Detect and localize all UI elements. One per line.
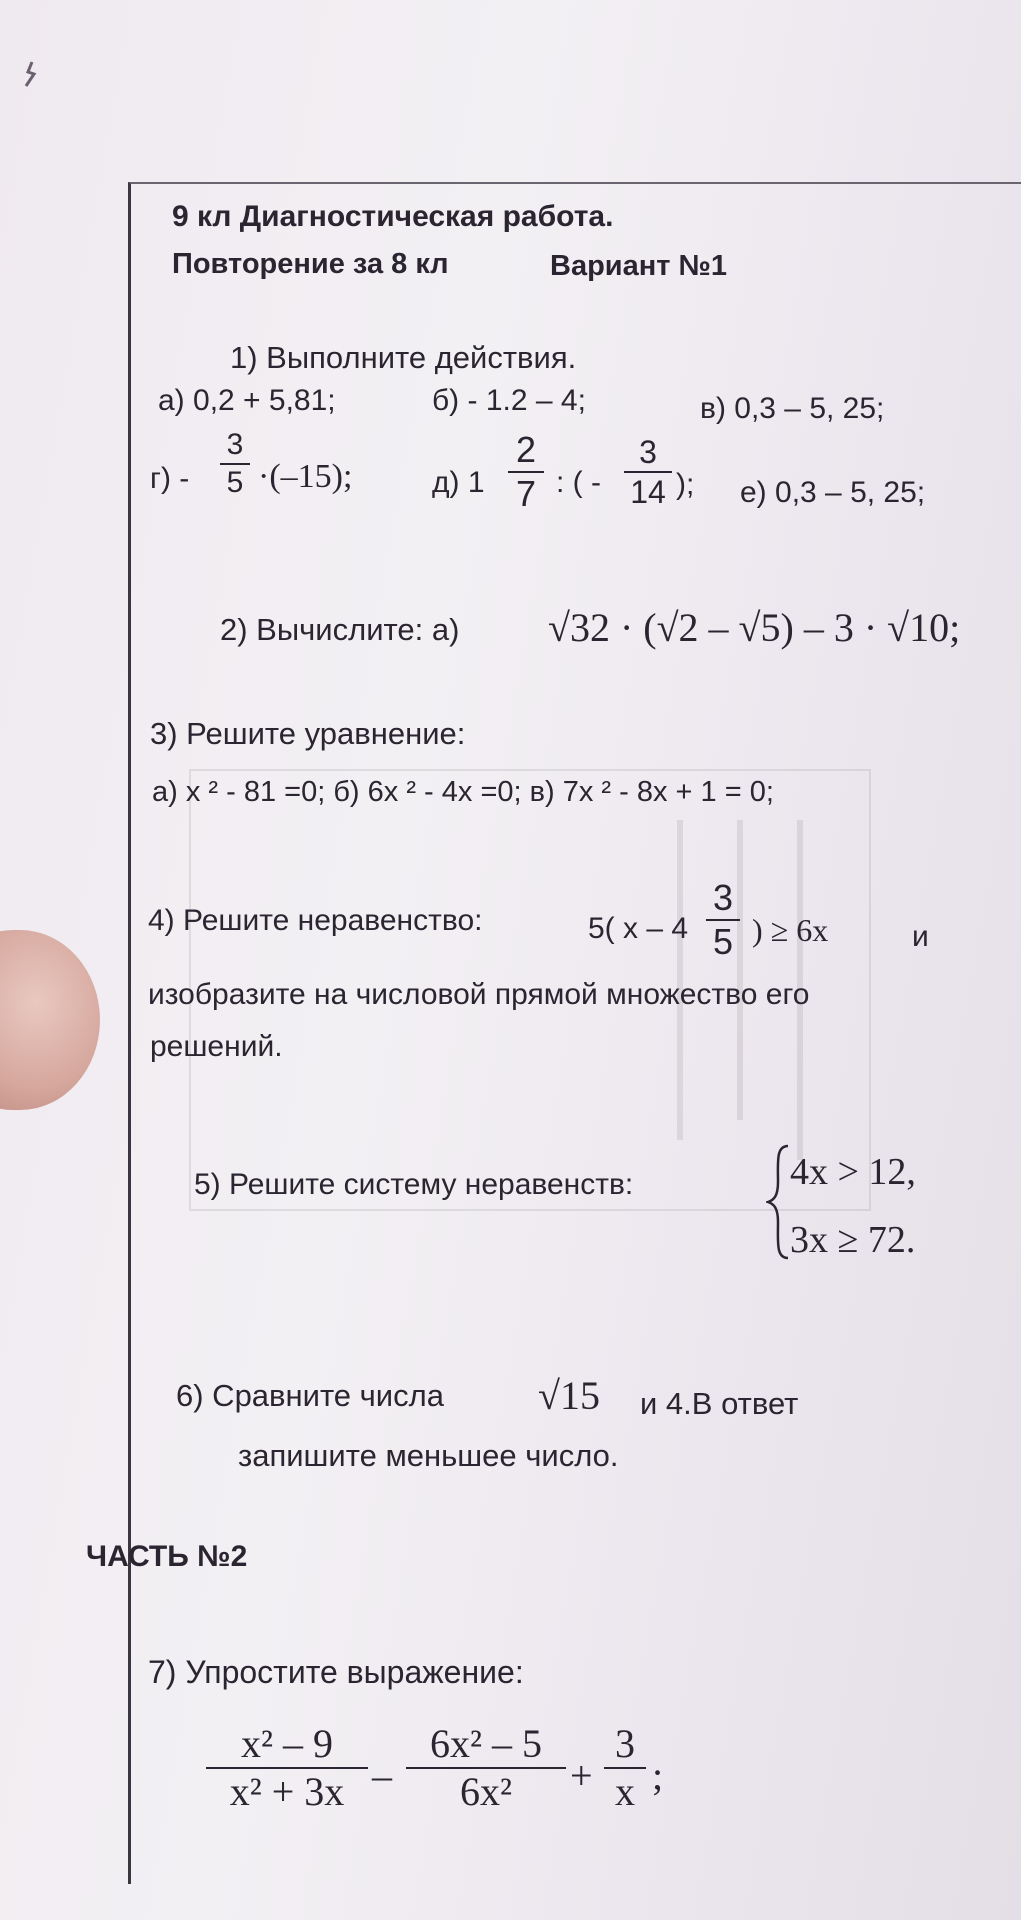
task4-line-3: решений. (150, 1030, 283, 1063)
fraction-bar (220, 463, 250, 465)
title-line-2-left: Повторение за 8 кл (172, 248, 449, 280)
task1-d-prefix: д) 1 (432, 466, 485, 499)
task4-and: и (912, 920, 929, 953)
ink-mark-icon (20, 60, 40, 88)
task7-denominator-3: x (615, 1769, 635, 1814)
task1-d-end: ); (676, 468, 695, 501)
task1-d-denominator-2: 14 (630, 474, 666, 510)
task7-operator-1: – (372, 1753, 392, 1798)
task5-inequality-1: 4x > 12, (790, 1151, 916, 1193)
task4-expr-right: ) ≥ 6x (752, 912, 829, 948)
task7-numerator-2: 6x² – 5 (430, 1721, 542, 1766)
task4-label: 4) Решите неравенство: (148, 904, 483, 937)
task3-title: 3) Решите уравнение: (150, 716, 466, 751)
task1-g-numerator: 3 (226, 428, 244, 461)
task1-d-numerator-1: 2 (515, 429, 537, 470)
task2-label: 2) Вычислите: а) (220, 612, 460, 647)
task4-line-2: изобразите на числовой прямой множество его (148, 978, 810, 1011)
task1-g-fraction (220, 430, 250, 498)
task4-fraction (706, 877, 740, 962)
task7-numerator-1: x² – 9 (241, 1721, 333, 1766)
task3-equations: а) x ² - 81 =0; б) 6x ² - 4x =0; в) 7x ² - 8x + 1 = 0; (152, 776, 774, 808)
task7-fraction-1 (206, 1721, 368, 1814)
task7-fraction-2 (406, 1721, 566, 1814)
task1-e: е) 0,3 – 5, 25; (740, 476, 926, 509)
task6-label: 6) Сравните числа (176, 1378, 444, 1413)
fraction-bar (624, 471, 672, 473)
task1-b: б) - 1.2 – 4; (432, 384, 586, 417)
part-2-heading: ЧАСТЬ №2 (86, 1540, 248, 1573)
task2-expression: √32 · (√2 – √5) – 3 · √10; (548, 605, 961, 650)
task7-fraction-3 (604, 1721, 646, 1814)
task5-label: 5) Решите систему неравенств: (194, 1168, 634, 1201)
task1-d-numerator-2: 3 (639, 434, 657, 470)
task6-rest: и 4.В ответ (640, 1386, 799, 1421)
task4-expr-left: 5( x – 4 (588, 912, 689, 945)
task1-d-fraction-2 (624, 436, 672, 508)
task1-g-prefix: г) - (150, 462, 190, 495)
task4-denominator: 5 (712, 921, 734, 962)
task7-end: ; (652, 1753, 664, 1798)
title-line-1: 9 кл Диагностическая работа. (172, 200, 614, 233)
task7-numerator-3: 3 (615, 1721, 635, 1766)
task6-line-2: запишите меньшее число. (238, 1438, 619, 1473)
task1-g-denominator: 5 (226, 466, 244, 499)
task6-root: √15 (538, 1373, 600, 1418)
task4-numerator: 3 (712, 877, 734, 918)
system-brace-icon (766, 1142, 792, 1262)
task1-v: в) 0,3 – 5, 25; (700, 392, 885, 425)
task1-d-denominator-1: 7 (515, 473, 537, 514)
task5-inequality-2: 3x ≥ 72. (790, 1219, 916, 1261)
task1-a: а) 0,2 + 5,81; (158, 384, 336, 417)
task7-denominator-2: 6x² (460, 1769, 512, 1814)
task7-title: 7) Упростите выражение: (148, 1654, 524, 1690)
variant-label: Вариант №1 (550, 250, 727, 282)
task7-operator-2: + (570, 1753, 593, 1798)
task1-d-mid: : ( - (556, 466, 601, 499)
task7-denominator-1: x² + 3x (229, 1769, 345, 1814)
task1-g-rest: ·(–15); (258, 458, 353, 495)
task1-d-fraction-1 (508, 429, 544, 514)
task1-title: 1) Выполните действия. (230, 340, 577, 375)
